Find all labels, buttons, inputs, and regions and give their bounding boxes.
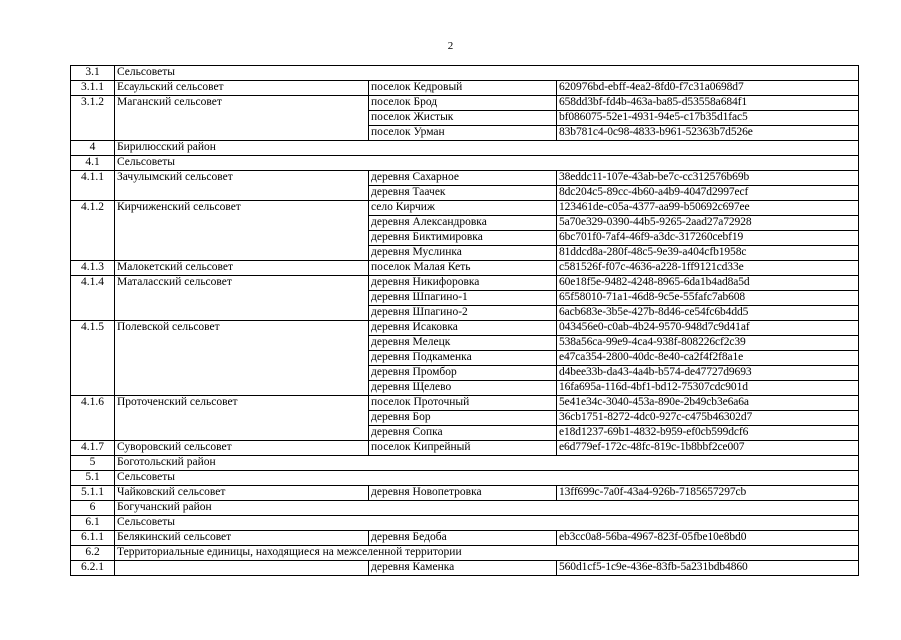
section-row (71, 546, 859, 561)
page-number: 2 (447, 40, 454, 52)
row-number (71, 381, 115, 396)
row-number: 4.1 (71, 156, 115, 171)
settlement-name: деревня Подкаменка (369, 351, 557, 366)
registry-table (70, 65, 859, 576)
settlement-name: поселок Жистык (369, 111, 557, 126)
settlement-name: деревня Исаковка (369, 321, 557, 336)
table-row (71, 111, 859, 126)
section-title: Бирилюсский район (115, 141, 859, 156)
settlement-name: деревня Муслинка (369, 246, 557, 261)
registry-body (71, 66, 859, 576)
row-number (71, 111, 115, 126)
row-number: 5 (71, 456, 115, 471)
fias-code: 83b781c4-0c98-4833-b961-52363b7d526e (557, 126, 859, 141)
row-number: 6.2 (71, 546, 115, 561)
section-row (71, 501, 859, 516)
council-name (115, 186, 369, 201)
row-number: 4.1.6 (71, 396, 115, 411)
row-number: 4.1.2 (71, 201, 115, 216)
table-row (71, 321, 859, 336)
table-row (71, 81, 859, 96)
row-number: 5.1.1 (71, 486, 115, 501)
fias-code: eb3cc0a8-56ba-4967-823f-05fbe10e8bd0 (557, 531, 859, 546)
section-title: Сельсоветы (115, 66, 859, 81)
council-name (115, 351, 369, 366)
row-number (71, 306, 115, 321)
row-number: 6 (71, 501, 115, 516)
row-number (71, 411, 115, 426)
fias-code: 6bc701f0-7af4-46f9-a3dc-317260cebf19 (557, 231, 859, 246)
fias-code: e18d1237-69b1-4832-b959-ef0cb599dcf6 (557, 426, 859, 441)
fias-code: e6d779ef-172c-48fc-819c-1b8bbf2ce007 (557, 441, 859, 456)
council-name: Малокетский сельсовет (115, 261, 369, 276)
settlement-name: поселок Проточный (369, 396, 557, 411)
table-row (71, 351, 859, 366)
fias-code: 8dc204c5-89cc-4b60-a4b9-4047d2997ecf (557, 186, 859, 201)
fias-code: 620976bd-ebff-4ea2-8fd0-f7c31a0698d7 (557, 81, 859, 96)
settlement-name: деревня Александровка (369, 216, 557, 231)
row-number (71, 291, 115, 306)
row-number (71, 216, 115, 231)
section-row (71, 141, 859, 156)
table-row (71, 396, 859, 411)
table-row (71, 126, 859, 141)
council-name (115, 381, 369, 396)
settlement-name: деревня Бедоба (369, 531, 557, 546)
fias-code: bf086075-52e1-4931-94e5-c17b35d1fac5 (557, 111, 859, 126)
council-name (115, 231, 369, 246)
fias-code: 16fa695a-116d-4bf1-bd12-75307cdc901d (557, 381, 859, 396)
section-title: Сельсоветы (115, 471, 859, 486)
fias-code: 560d1cf5-1c9e-436e-83fb-5a231bdb4860 (557, 561, 859, 576)
council-name (115, 246, 369, 261)
row-number: 3.1 (71, 66, 115, 81)
settlement-name: деревня Биктимировка (369, 231, 557, 246)
fias-code: 38eddc11-107e-43ab-be7c-cc312576b69b (557, 171, 859, 186)
table-row (71, 441, 859, 456)
council-name (115, 561, 369, 576)
row-number (71, 186, 115, 201)
council-name: Чайковский сельсовет (115, 486, 369, 501)
row-number (71, 426, 115, 441)
council-name: Суворовский сельсовет (115, 441, 369, 456)
fias-code: 36cb1751-8272-4dc0-927c-c475b46302d7 (557, 411, 859, 426)
fias-code: 5e41e34c-3040-453a-890e-2b49cb3e6a6a (557, 396, 859, 411)
section-row (71, 66, 859, 81)
settlement-name: деревня Сопка (369, 426, 557, 441)
table-row (71, 231, 859, 246)
settlement-name: деревня Сахарное (369, 171, 557, 186)
table-row (71, 246, 859, 261)
council-name: Маталасский сельсовет (115, 276, 369, 291)
fias-code: 123461de-c05a-4377-aa99-b50692c697ee (557, 201, 859, 216)
council-name: Проточенский сельсовет (115, 396, 369, 411)
table-row (71, 336, 859, 351)
settlement-name: деревня Каменка (369, 561, 557, 576)
table-row (71, 201, 859, 216)
row-number: 6.1 (71, 516, 115, 531)
section-row (71, 156, 859, 171)
council-name (115, 411, 369, 426)
row-number: 4.1.4 (71, 276, 115, 291)
section-title: Боготольский район (115, 456, 859, 471)
table-row (71, 381, 859, 396)
council-name (115, 126, 369, 141)
row-number (71, 366, 115, 381)
council-name (115, 426, 369, 441)
table-row (71, 291, 859, 306)
row-number: 3.1.2 (71, 96, 115, 111)
table-row (71, 561, 859, 576)
table-row (71, 306, 859, 321)
settlement-name: деревня Новопетровка (369, 486, 557, 501)
table-row (71, 531, 859, 546)
section-row (71, 471, 859, 486)
council-name: Кирчиженский сельсовет (115, 201, 369, 216)
settlement-name: деревня Шпагино-1 (369, 291, 557, 306)
row-number (71, 336, 115, 351)
council-name: Зачулымский сельсовет (115, 171, 369, 186)
council-name: Белякинский сельсовет (115, 531, 369, 546)
row-number: 6.2.1 (71, 561, 115, 576)
table-row (71, 186, 859, 201)
fias-code: 6acb683e-3b5e-427b-8d46-ce54fc6b4dd5 (557, 306, 859, 321)
row-number: 4.1.3 (71, 261, 115, 276)
settlement-name: поселок Урман (369, 126, 557, 141)
section-title: Территориальные единицы, находящиеся на межселенной территории (115, 546, 859, 561)
fias-code: e47ca354-2800-40dc-8e40-ca2f4f2f8a1e (557, 351, 859, 366)
row-number (71, 351, 115, 366)
row-number: 3.1.1 (71, 81, 115, 96)
fias-code: 65f58010-71a1-46d8-9c5e-55fafc7ab608 (557, 291, 859, 306)
council-name (115, 291, 369, 306)
table-row (71, 426, 859, 441)
section-row (71, 516, 859, 531)
section-title: Богучанский район (115, 501, 859, 516)
table-row (71, 366, 859, 381)
council-name (115, 111, 369, 126)
council-name (115, 366, 369, 381)
table-row (71, 261, 859, 276)
council-name (115, 306, 369, 321)
row-number (71, 246, 115, 261)
row-number: 4 (71, 141, 115, 156)
settlement-name: деревня Щелево (369, 381, 557, 396)
fias-code: 60e18f5e-9482-4248-8965-6da1b4ad8a5d (557, 276, 859, 291)
settlement-name: поселок Брод (369, 96, 557, 111)
council-name: Полевской сельсовет (115, 321, 369, 336)
row-number: 4.1.5 (71, 321, 115, 336)
fias-code: c581526f-f07c-4636-a228-1ff9121cd33e (557, 261, 859, 276)
settlement-name: деревня Бор (369, 411, 557, 426)
section-title: Сельсоветы (115, 156, 859, 171)
row-number: 4.1.7 (71, 441, 115, 456)
row-number: 6.1.1 (71, 531, 115, 546)
council-name (115, 336, 369, 351)
settlement-name: поселок Кипрейный (369, 441, 557, 456)
table-row (71, 216, 859, 231)
table-row (71, 171, 859, 186)
fias-code: 043456e0-c0ab-4b24-9570-948d7c9d41af (557, 321, 859, 336)
settlement-name: деревня Никифоровка (369, 276, 557, 291)
fias-code: 13ff699c-7a0f-43a4-926b-7185657297cb (557, 486, 859, 501)
settlement-name: деревня Шпагино-2 (369, 306, 557, 321)
fias-code: 5a70e329-0390-44b5-9265-2aad27a72928 (557, 216, 859, 231)
row-number (71, 126, 115, 141)
fias-code: 538a56ca-99e9-4ca4-938f-808226cf2c39 (557, 336, 859, 351)
fias-code: 658dd3bf-fd4b-463a-ba85-d53558a684f1 (557, 96, 859, 111)
settlement-name: деревня Таачек (369, 186, 557, 201)
council-name (115, 216, 369, 231)
section-title: Сельсоветы (115, 516, 859, 531)
section-row (71, 456, 859, 471)
row-number: 5.1 (71, 471, 115, 486)
settlement-name: поселок Кедровый (369, 81, 557, 96)
table-row (71, 411, 859, 426)
settlement-name: поселок Малая Кеть (369, 261, 557, 276)
table-row (71, 96, 859, 111)
fias-code: 81ddcd8a-280f-48c5-9e39-a404cfb1958c (557, 246, 859, 261)
settlement-name: деревня Мелецк (369, 336, 557, 351)
council-name: Маганский сельсовет (115, 96, 369, 111)
row-number: 4.1.1 (71, 171, 115, 186)
council-name: Есаульский сельсовет (115, 81, 369, 96)
settlement-name: деревня Промбор (369, 366, 557, 381)
table-row (71, 276, 859, 291)
table-row (71, 486, 859, 501)
row-number (71, 231, 115, 246)
fias-code: d4bee33b-da43-4a4b-b574-de47727d9693 (557, 366, 859, 381)
settlement-name: село Кирчиж (369, 201, 557, 216)
